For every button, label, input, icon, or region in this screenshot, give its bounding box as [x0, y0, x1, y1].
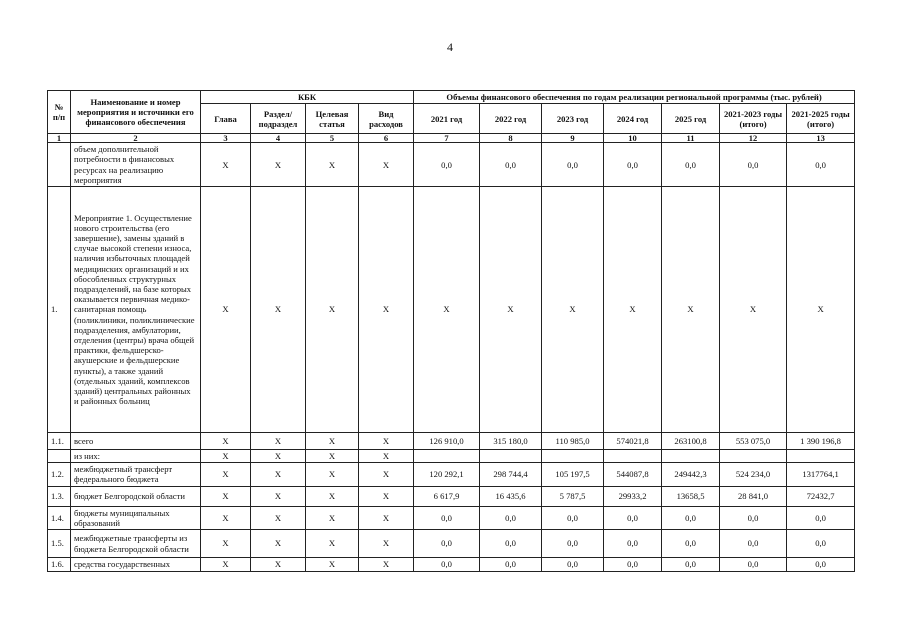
header-kbk-col: Целевая статья	[306, 104, 359, 134]
value-cell: 110 985,0	[542, 433, 604, 450]
kbk-cell: Х	[251, 558, 306, 572]
value-cell: 1317764,1	[787, 463, 855, 486]
header-year-col: 2023 год	[542, 104, 604, 134]
column-number: 4	[251, 134, 306, 143]
header-volumes: Объемы финансового обеспечения по годам реализации региональной программы (тыс. рублей)	[414, 91, 855, 104]
value-cell: 0,0	[480, 530, 542, 558]
value-cell: 0,0	[542, 558, 604, 572]
value-cell: 0,0	[542, 506, 604, 529]
value-cell: 0,0	[604, 506, 662, 529]
value-cell: 0,0	[720, 143, 787, 187]
header-kbk-col: Раздел/ подраздел	[251, 104, 306, 134]
value-cell: 0,0	[542, 530, 604, 558]
kbk-cell: Х	[201, 506, 251, 529]
value-cell: 0,0	[604, 558, 662, 572]
value-cell: 72432,7	[787, 486, 855, 506]
row-number: 1.6.	[48, 558, 71, 572]
kbk-cell: Х	[251, 433, 306, 450]
header-name: Наименование и номер мероприятия и источники его финансового обеспечения	[71, 91, 201, 134]
kbk-cell: Х	[359, 433, 414, 450]
kbk-cell: Х	[359, 558, 414, 572]
value-cell: 0,0	[787, 506, 855, 529]
column-number: 5	[306, 134, 359, 143]
financing-table	[47, 90, 855, 572]
value-cell: Х	[720, 187, 787, 433]
column-number: 10	[604, 134, 662, 143]
column-numbers-row	[48, 134, 855, 143]
value-cell: 0,0	[662, 506, 720, 529]
value-cell: 1 390 196,8	[787, 433, 855, 450]
kbk-cell: Х	[201, 433, 251, 450]
kbk-cell: Х	[251, 450, 306, 463]
kbk-cell: Х	[201, 486, 251, 506]
row-name: межбюджетные трансферты из бюджета Белгородской области	[71, 530, 201, 558]
column-number: 3	[201, 134, 251, 143]
row-number: 1.5.	[48, 530, 71, 558]
value-cell: 126 910,0	[414, 433, 480, 450]
column-number: 1	[48, 134, 71, 143]
value-cell: 0,0	[414, 143, 480, 187]
value-cell: 0,0	[542, 143, 604, 187]
kbk-cell: Х	[251, 486, 306, 506]
row-name: объем дополнительной потребности в финансовых ресурсах на реализацию мероприятия	[71, 143, 201, 187]
row-number: 1.1.	[48, 433, 71, 450]
value-cell: 574021,8	[604, 433, 662, 450]
value-cell	[662, 450, 720, 463]
value-cell: Х	[480, 187, 542, 433]
kbk-cell: Х	[306, 433, 359, 450]
value-cell: 249442,3	[662, 463, 720, 486]
kbk-cell: Х	[251, 143, 306, 187]
table-row	[48, 530, 855, 558]
kbk-cell: Х	[201, 450, 251, 463]
kbk-cell: Х	[306, 558, 359, 572]
row-number	[48, 143, 71, 187]
column-number: 2	[71, 134, 201, 143]
column-number: 9	[542, 134, 604, 143]
kbk-cell: Х	[306, 486, 359, 506]
value-cell	[542, 450, 604, 463]
row-number: 1.3.	[48, 486, 71, 506]
value-cell: 524 234,0	[720, 463, 787, 486]
value-cell: 315 180,0	[480, 433, 542, 450]
kbk-cell: Х	[201, 463, 251, 486]
value-cell: 0,0	[414, 530, 480, 558]
header-year-col: 2021-2023 годы (итого)	[720, 104, 787, 134]
table-row	[48, 143, 855, 187]
value-cell: 298 744,4	[480, 463, 542, 486]
value-cell: Х	[604, 187, 662, 433]
value-cell	[787, 450, 855, 463]
header-year-col: 2025 год	[662, 104, 720, 134]
value-cell: 263100,8	[662, 433, 720, 450]
page-number: 4	[447, 40, 453, 54]
kbk-cell: Х	[359, 187, 414, 433]
kbk-cell: Х	[359, 450, 414, 463]
value-cell: 120 292,1	[414, 463, 480, 486]
value-cell	[604, 450, 662, 463]
value-cell: 28 841,0	[720, 486, 787, 506]
table-row	[48, 486, 855, 506]
value-cell: Х	[787, 187, 855, 433]
column-number: 8	[480, 134, 542, 143]
row-number	[48, 450, 71, 463]
header-no: № п/п	[48, 91, 71, 134]
value-cell: 0,0	[720, 506, 787, 529]
table-row	[48, 450, 855, 463]
kbk-cell: Х	[306, 450, 359, 463]
row-number: 1.4.	[48, 506, 71, 529]
kbk-cell: Х	[306, 463, 359, 486]
value-cell: 0,0	[787, 143, 855, 187]
value-cell: 29933,2	[604, 486, 662, 506]
value-cell: 16 435,6	[480, 486, 542, 506]
row-number: 1.	[48, 187, 71, 433]
column-number: 11	[662, 134, 720, 143]
row-name: бюджеты муниципальных образований	[71, 506, 201, 529]
value-cell: 6 617,9	[414, 486, 480, 506]
column-number: 13	[787, 134, 855, 143]
column-number: 12	[720, 134, 787, 143]
value-cell: Х	[542, 187, 604, 433]
value-cell: 0,0	[604, 143, 662, 187]
value-cell: 0,0	[787, 530, 855, 558]
kbk-cell: Х	[251, 506, 306, 529]
table-row	[48, 506, 855, 529]
table-row	[48, 187, 855, 433]
table-row	[48, 558, 855, 572]
kbk-cell: Х	[306, 506, 359, 529]
kbk-cell: Х	[201, 530, 251, 558]
column-number: 7	[414, 134, 480, 143]
value-cell	[720, 450, 787, 463]
value-cell: 0,0	[604, 530, 662, 558]
header-year-col: 2024 год	[604, 104, 662, 134]
kbk-cell: Х	[251, 463, 306, 486]
row-name: Мероприятие 1. Осуществление нового строительства (его завершение), замены зданий в случае высокой степени износа, наличия избыточных площадей медицинских организаций и их обособленных структурных подразделений, на базе которых оказывается первичная медико-санитарная помощь (поликлиники, поликлинические подразделения, амбулатории, отделения (центры) врача общей практики, фельдшерско-акушерские и фельдшерские пункты), а также зданий (отдельных зданий, комплексов зданий) центральных районных и районных больниц	[71, 187, 201, 433]
header-year-col: 2021-2025 годы (итого)	[787, 104, 855, 134]
kbk-cell: Х	[251, 187, 306, 433]
kbk-cell: Х	[359, 486, 414, 506]
value-cell: 0,0	[787, 558, 855, 572]
value-cell: 0,0	[414, 558, 480, 572]
table-row	[48, 433, 855, 450]
kbk-cell: Х	[306, 187, 359, 433]
kbk-cell: Х	[306, 143, 359, 187]
value-cell: 0,0	[480, 558, 542, 572]
value-cell: 553 075,0	[720, 433, 787, 450]
column-number: 6	[359, 134, 414, 143]
kbk-cell: Х	[359, 530, 414, 558]
value-cell: 0,0	[480, 143, 542, 187]
header-kbk: КБК	[201, 91, 414, 104]
kbk-cell: Х	[359, 506, 414, 529]
row-name: из них:	[71, 450, 201, 463]
value-cell: 0,0	[720, 530, 787, 558]
header-year-col: 2021 год	[414, 104, 480, 134]
header-kbk-col: Вид расходов	[359, 104, 414, 134]
value-cell: 0,0	[414, 506, 480, 529]
kbk-cell: Х	[201, 558, 251, 572]
value-cell: 544087,8	[604, 463, 662, 486]
row-name: межбюджетный трансферт федерального бюджета	[71, 463, 201, 486]
value-cell: 0,0	[662, 558, 720, 572]
kbk-cell: Х	[201, 187, 251, 433]
value-cell: 0,0	[662, 143, 720, 187]
kbk-cell: Х	[306, 530, 359, 558]
row-name: всего	[71, 433, 201, 450]
value-cell: 5 787,5	[542, 486, 604, 506]
value-cell: Х	[662, 187, 720, 433]
kbk-cell: Х	[251, 530, 306, 558]
value-cell: 0,0	[480, 506, 542, 529]
kbk-cell: Х	[359, 143, 414, 187]
value-cell	[414, 450, 480, 463]
value-cell: Х	[414, 187, 480, 433]
row-number: 1.2.	[48, 463, 71, 486]
value-cell	[480, 450, 542, 463]
value-cell: 13658,5	[662, 486, 720, 506]
value-cell: 0,0	[662, 530, 720, 558]
row-name: средства государственных	[71, 558, 201, 572]
kbk-cell: Х	[359, 463, 414, 486]
row-name: бюджет Белгородской области	[71, 486, 201, 506]
header-year-col: 2022 год	[480, 104, 542, 134]
table-row	[48, 463, 855, 486]
value-cell: 105 197,5	[542, 463, 604, 486]
header-kbk-col: Глава	[201, 104, 251, 134]
value-cell: 0,0	[720, 558, 787, 572]
kbk-cell: Х	[201, 143, 251, 187]
